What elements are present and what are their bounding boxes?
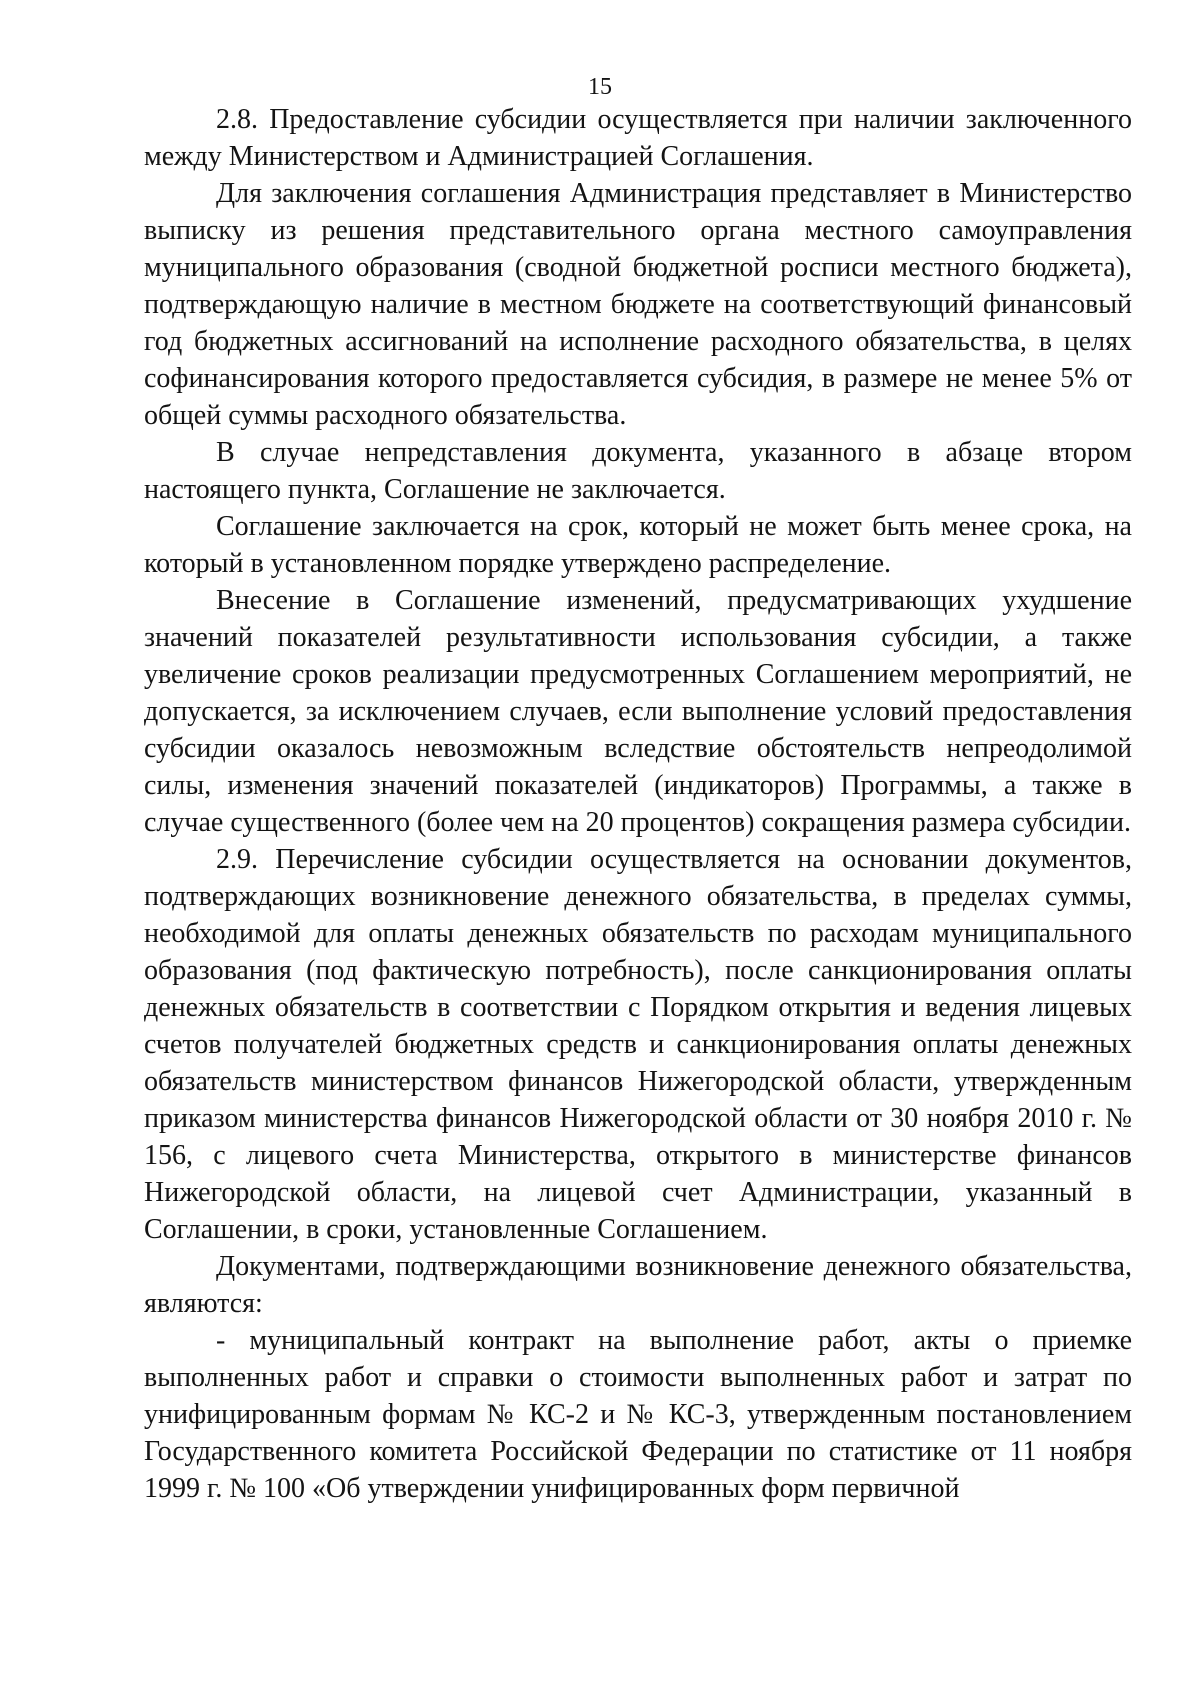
document-body	[144, 101, 1132, 1507]
paragraph-2-8: 2.8. Предоставление субсидии осуществляется при наличии заключенного между Министерством и Администрацией Соглашения.	[144, 104, 1132, 172]
paragraph-documents-intro: Документами, подтверждающими возникновение денежного обязательства, являются:	[144, 1251, 1132, 1319]
paragraph-non-submission: В случае непредставления документа, указанного в абзаце втором настоящего пункта, Соглашение не заключается.	[144, 437, 1132, 505]
paragraph-agreement-conditions: Для заключения соглашения Администрация представляет в Министерство выписку из решения представительного органа местного самоуправления муниципального образования (сводной бюджетной росписи местного бюджета), подтверждающую наличие в местном бюджете на соответствующий финансовый год бюджетных ассигнований на исполнение расходного обязательства, в целях софинансирования которого предоставляется субсидия, в размере не менее 5% от общей суммы расходного обязательства.	[144, 178, 1132, 431]
paragraph-2-9: 2.9. Перечисление субсидии осуществляется на основании документов, подтверждающих возникновение денежного обязательства, в пределах суммы, необходимой для оплаты денежных обязательств по расходам муниципального образования (под фактическую потребность), после санкционирования оплаты денежных обязательств в соответствии с Порядком открытия и ведения лицевых счетов получателей бюджетных средств и санкционирования оплаты денежных обязательств министерством финансов Нижегородской области, утвержденным приказом министерства финансов Нижегородской области от 30 ноября 2010 г. № 156, с лицевого счета Министерства, открытого в министерстве финансов Нижегородской области, на лицевой счет Администрации, указанный в Соглашении, в сроки, установленные Соглашением.	[144, 844, 1132, 1245]
paragraph-agreement-term: Соглашение заключается на срок, который не может быть менее срока, на который в установленном порядке утверждено распределение.	[144, 511, 1132, 579]
paragraph-municipal-contract: - муниципальный контракт на выполнение работ, акты о приемке выполненных работ и справки о стоимости выполненных работ и затрат по унифицированным формам № КС-2 и № КС-3, утвержденным постановлением Государственного комитета Российской Федерации по статистике от 11 ноября 1999 г. № 100 «Об утверждении унифицированных форм первичной	[144, 1325, 1132, 1504]
page-number: 15	[588, 74, 612, 100]
paragraph-amendments: Внесение в Соглашение изменений, предусматривающих ухудшение значений показателей результативности использования субсидии, а также увеличение сроков реализации предусмотренных Соглашением мероприятий, не допускается, за исключением случаев, если выполнение условий предоставления субсидии оказалось невозможным вследствие обстоятельств непреодолимой силы, изменения значений показателей (индикаторов) Программы, а также в случае существенного (более чем на 20 процентов) сокращения размера субсидии.	[144, 585, 1132, 838]
